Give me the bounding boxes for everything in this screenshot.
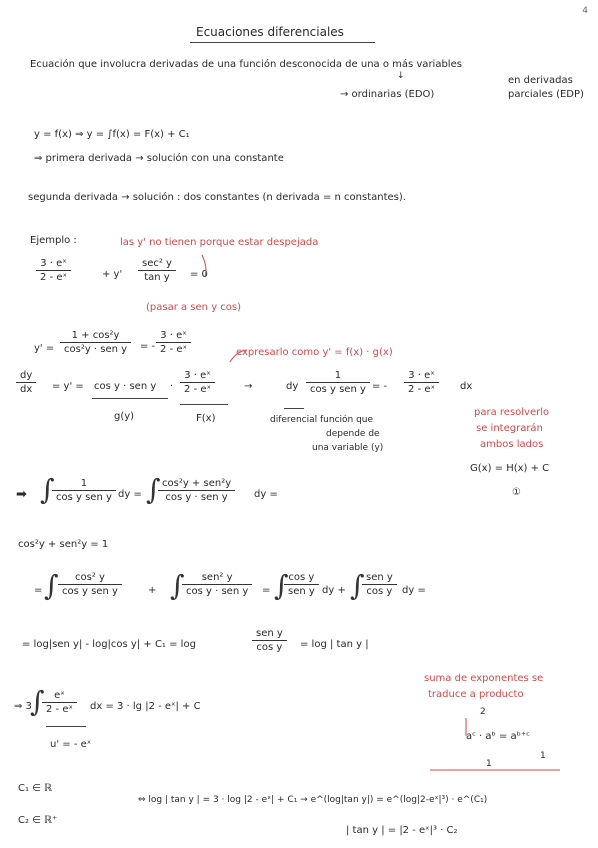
integral-sign: ∫ <box>350 569 365 602</box>
int-d-fraction: sen y cos y <box>362 572 397 597</box>
first-order-line: y = f(x) ⇒ y = ∫f(x) = F(x) + C₁ <box>34 129 190 140</box>
int2-dy: dy = <box>254 489 278 500</box>
constant-c2: C₂ ∈ ℝ⁺ <box>18 815 58 826</box>
eq3-fraction-d: $\frac{\text{3 · eˣ}}{\text{2 - eˣ}}$ <box>404 370 439 395</box>
int1-dy: dy = <box>118 489 142 500</box>
final-result: | tan y | = |2 - eˣ|³ · C₂ <box>346 825 458 836</box>
solve-note-2: se integrarán <box>476 423 543 434</box>
gy-label: g(y) <box>114 411 135 422</box>
express-as-note: expresarlo como y' = f(x) · g(x) <box>236 347 393 358</box>
int1-fraction: 1 cos y sen y <box>52 478 116 503</box>
solve-note-3: ambos lados <box>480 439 544 450</box>
constant-c1: C₁ ∈ ℝ <box>18 783 52 794</box>
eq3-dy: dy <box>286 381 299 392</box>
ordinary-branch: → ordinarias (EDO) <box>340 89 435 100</box>
final-equation: ⇔ log | tan y | = 3 · log |2 - eˣ| + C₁ → e^(log|tan y|) = e^(log|2-eˣ|³) · e^(C₁) <box>138 795 488 805</box>
integral-sign: ∫ <box>170 569 185 602</box>
x-integral-result: dx = 3 · lg |2 - eˣ| + C <box>90 701 201 712</box>
eq3-arrow: → <box>244 381 253 392</box>
final-mark: 1 <box>486 759 492 769</box>
eq3-dx: dx <box>460 381 473 392</box>
func-label-1: función que <box>320 415 374 425</box>
example-note: las y' no tienen porque estar despejada <box>120 237 319 248</box>
note-curve <box>202 255 206 276</box>
tan-fraction: sen y cos y <box>252 628 287 653</box>
diff-label: diferencial <box>270 415 318 425</box>
exponent-note-1: suma de exponentes se <box>424 673 544 684</box>
exponent-note-2: traduce a producto <box>428 689 524 700</box>
gy-expression: cos y · sen y <box>94 381 157 392</box>
int-b-fraction: sen² y cos y · sen y <box>182 572 252 597</box>
int-a-fraction: cos² y cos y sen y <box>58 572 122 597</box>
derivative-note: u' = - eˣ <box>50 739 92 750</box>
arrow-down-icon: ↓ <box>397 71 405 81</box>
eq2-fraction-b: $\frac{\text{3 · eˣ}}{\text{2 - eˣ}}$ <box>156 330 191 355</box>
eq3-dot: · <box>170 381 174 392</box>
int-d-dy: dy = <box>402 585 426 596</box>
log-tan: = log | tan y | <box>300 639 369 650</box>
page-title: Ecuaciones diferenciales <box>196 25 344 39</box>
row2-plus: + <box>148 585 157 596</box>
log-result: = log|sen y| - log|cos y| + C₁ = log <box>22 639 196 650</box>
row2-equals: = <box>34 585 43 596</box>
partial-branch-2: parciales (EDP) <box>508 89 584 100</box>
eq1-fraction-b: sec² y tan y <box>138 258 176 283</box>
definition-text: Ecuación que involucra derivadas de una función desconocida de una o más variables <box>30 59 462 70</box>
integral-sign: ∫ <box>44 569 59 602</box>
eq1-plus: + y' <box>102 269 123 280</box>
eq2-equals: = - <box>140 341 156 352</box>
func-label-2: depende de <box>326 429 380 439</box>
partial-branch-1: en derivadas <box>508 75 573 86</box>
row2-eq: = <box>262 585 271 596</box>
eq3-rhs: = - <box>372 381 388 392</box>
fx-label: F(x) <box>196 413 216 424</box>
example-label: Ejemplo : <box>30 235 77 246</box>
express-arrow <box>230 350 246 362</box>
eq3-fraction-c: 1 cos y sen y <box>306 370 370 395</box>
fx-fraction: $\frac{\text{3 · eˣ}}{\text{2 - eˣ}}$ <box>180 370 215 395</box>
int2-fraction: cos²y + sen²y cos y · sen y <box>158 478 235 503</box>
exponent-formula-top: 2 <box>480 707 486 717</box>
func-label-3: una variable (y) <box>312 443 384 453</box>
x-integral-fraction: $\frac{\text{eˣ}}{\text{2 - eˣ}}$ <box>42 690 77 715</box>
integral-sign: ∫ <box>30 685 45 718</box>
x-integral-lead: ⇒ 3 <box>14 701 32 712</box>
exponent-formula: aᶜ · aᵇ = aᵇ⁺ᶜ <box>466 731 530 742</box>
eq1-fraction-a: $\frac{\text{3 · eˣ}}{\text{2 - eˣ}}$ <box>36 258 71 283</box>
identity-line: cos²y + sen²y = 1 <box>18 539 109 550</box>
example-note-2: (pasar a sen y cos) <box>146 302 242 313</box>
int-c-dy: dy + <box>322 585 346 596</box>
first-derivative-line: ⇒ primera derivada → solución con una constante <box>34 153 284 164</box>
eq1-rhs: = 0 <box>190 269 208 280</box>
arrow-right-icon: ➡ <box>16 487 27 502</box>
int-c-fraction: cos y sen y <box>284 572 319 597</box>
eq2-fraction-a: 1 + cos²y cos²y · sen y <box>60 330 131 355</box>
gx-relation: G(x) = H(x) + C <box>470 463 550 474</box>
integral-sign: ∫ <box>40 473 55 506</box>
page-corner-mark: 4 <box>582 6 588 16</box>
integral-sign: ∫ <box>274 569 289 602</box>
solve-note-1: para resolverlo <box>474 407 550 418</box>
integral-sign: ∫ <box>146 473 161 506</box>
second-derivative-line: segunda derivada → solución : dos constantes (n derivada = n constantes). <box>28 192 406 203</box>
dy-dx-fraction: $\frac{dy}{dx}$ <box>16 370 36 395</box>
exponent-formula-mark: 1 <box>540 751 546 761</box>
eq2-lhs: y' = <box>34 343 55 354</box>
gx-mark: ① <box>512 487 521 498</box>
eq3-equals: = y' = <box>52 381 84 392</box>
